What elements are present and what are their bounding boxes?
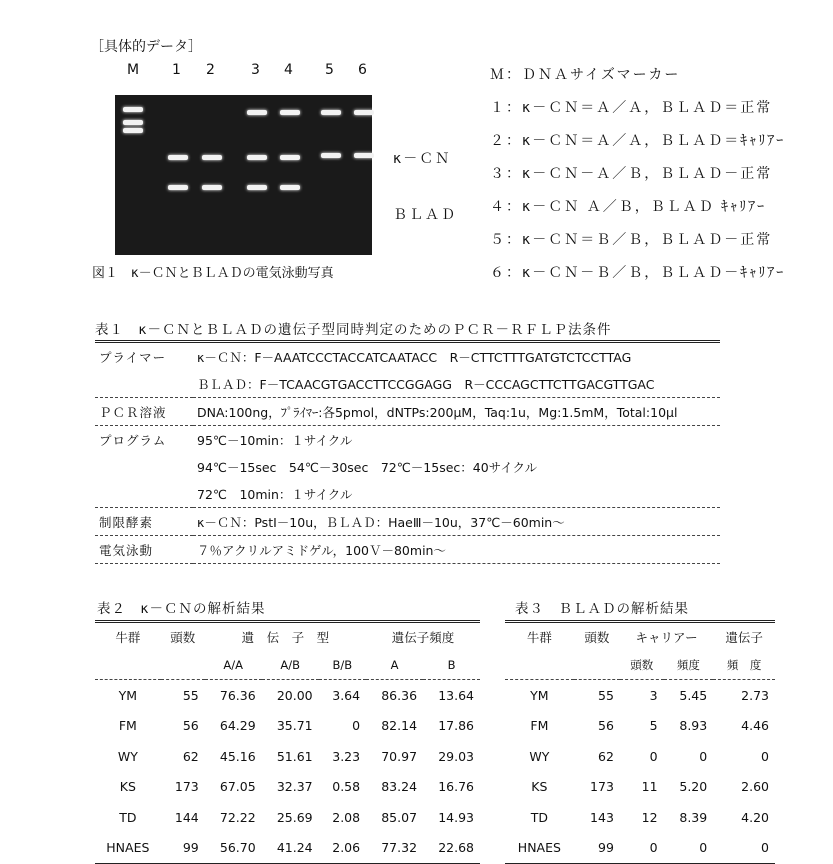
table-cell: 144: [174, 809, 199, 825]
col-header: 牛群: [115, 630, 141, 645]
table-cell: 173: [174, 779, 199, 795]
table-cell: 4.20: [741, 809, 769, 825]
row-value: 94℃－15sec 54℃－30sec 72℃－15sec：40サイクル: [197, 459, 538, 475]
gel-band: [247, 185, 267, 190]
table-row: [95, 711, 480, 742]
gel-band: [168, 155, 188, 160]
table-cell: 0: [649, 840, 658, 856]
table-cell: 5.45: [679, 687, 708, 703]
lane-label: 5: [325, 62, 334, 78]
table-cell: 0: [699, 748, 708, 764]
table-cell: 3.64: [332, 687, 361, 703]
lane-label: M: [127, 62, 140, 78]
table-cell: 72.22: [219, 809, 256, 825]
table-cell: 5.20: [679, 779, 708, 795]
row-value: κ－ＣＮ：PstⅠ－10u，ＢＬＡＤ：HaeⅢ－10u，37℃－60min～: [193, 508, 720, 536]
table-row: [505, 711, 775, 742]
table-cell: 56.70: [219, 840, 256, 856]
table-row: [505, 680, 775, 711]
gel-band: [354, 153, 374, 158]
table-cell: 82.14: [381, 718, 418, 734]
sub-header: 頭数: [620, 651, 664, 680]
table-cell: 83.24: [381, 779, 418, 795]
legend-item: １：κ－ＣＮ＝Ａ／Ａ，ＢＬＡＤ＝正常: [490, 100, 773, 116]
table-cell: WY: [529, 748, 550, 764]
table-cell: 0: [352, 718, 361, 734]
row-header: ＰＣＲ溶液: [95, 398, 193, 426]
table-row: [95, 398, 720, 426]
gel-band: [123, 107, 143, 112]
row-header: プログラム: [99, 432, 167, 448]
col-header: キャリアー: [635, 630, 698, 645]
table-cell: 0: [699, 840, 708, 856]
row-value: κ－ＣＮ：F－AAATCCCTACCATCAATACC R－CTTCTTTGATGTCTCCTTAG: [197, 349, 632, 365]
table-row: [505, 772, 775, 803]
table-cell: 35.71: [276, 718, 313, 734]
table-row: [95, 833, 480, 864]
table-cell: 99: [598, 840, 614, 856]
table-cell: 25.69: [276, 809, 313, 825]
table-row: [95, 370, 720, 398]
gel-band: [168, 185, 188, 190]
table-cell: 70.97: [381, 748, 418, 764]
gel-band: [123, 120, 143, 125]
table-cell: YM: [118, 687, 138, 703]
table-row: [505, 741, 775, 772]
row-value: 72℃ 10min：１サイクル: [193, 480, 720, 508]
table-cell: 56: [598, 718, 614, 734]
gel-band: [354, 110, 374, 115]
lane-label: 1: [172, 62, 181, 78]
sub-header: A/A: [205, 651, 262, 680]
table-cell: 2.06: [332, 840, 361, 856]
table-row: [95, 453, 720, 480]
col-header: 頭数: [584, 630, 610, 645]
lane-label: 2: [206, 62, 215, 78]
table1-title: 表１ κ－ＣＮとＢＬＡＤの遺伝子型同時判定のためのＰＣＲ－ＲＦＬＰ法条件: [95, 322, 612, 338]
table-cell: 0: [649, 748, 658, 764]
legend-item: ４：κ－ＣＮ Ａ／Ｂ，ＢＬＡＤ ｷｬﾘｱｰ: [490, 199, 767, 215]
col-header: 遺 伝 子 型: [241, 630, 330, 645]
row-header: [95, 370, 193, 398]
legend-item: Ｍ：ＤＮＡサイズマーカー: [490, 67, 681, 83]
table-cell: 56: [182, 718, 199, 734]
row-value: ＢＬＡＤ：F－TCAACGTGACCTTCCGGAGG R－CCCAGCTTCTTGACGTTGAC: [193, 370, 720, 398]
table-cell: 12: [641, 809, 658, 825]
table-cell: 22.68: [438, 840, 474, 856]
row-value: DNA:100ng，ﾌﾟﾗｲﾏｰ:各5pmol，dNTPs:200μM，Taq:1u，Mg:1.5mM，Total:10μl: [193, 398, 720, 426]
gel-band: [321, 110, 341, 115]
table-cell: 2.73: [741, 687, 769, 703]
table-cell: 14.93: [438, 809, 474, 825]
gel-band: [123, 128, 143, 133]
sub-header: B: [423, 651, 480, 680]
col-header: 遺伝子頻度: [391, 630, 455, 645]
table-cell: 45.16: [219, 748, 256, 764]
table-cell: 0.58: [332, 779, 361, 795]
table-row: [95, 772, 480, 803]
table-cell: FM: [530, 718, 549, 734]
table-row: [95, 741, 480, 772]
table-cell: 62: [182, 748, 199, 764]
table-cell: 55: [598, 687, 614, 703]
lane-label: 6: [358, 62, 367, 78]
lane-label: 3: [251, 62, 260, 78]
table2-title: 表２ κ－ＣＮの解析結果: [97, 601, 266, 617]
gel-band: [321, 153, 341, 158]
sub-header: 頻度: [664, 651, 714, 680]
row-header: 制限酵素: [95, 508, 193, 536]
table-cell: HNAES: [106, 840, 150, 856]
gel-band: [202, 185, 222, 190]
gel-photo: [115, 95, 372, 255]
table-cell: YM: [530, 687, 549, 703]
table-row: [95, 426, 720, 454]
table1: [95, 340, 720, 564]
sub-header: A: [366, 651, 423, 680]
sub-header: B/B: [319, 651, 366, 680]
table-row: [505, 802, 775, 833]
table-cell: 4.46: [741, 718, 769, 734]
table-row: [95, 802, 480, 833]
table-row: [95, 536, 720, 564]
lane-label: 4: [284, 62, 293, 78]
table-cell: 13.64: [438, 687, 474, 703]
table-cell: 85.07: [381, 809, 418, 825]
table-cell: 0: [761, 748, 769, 764]
col-header: 頭数: [170, 630, 196, 645]
table-row: [505, 833, 775, 864]
col-header: 牛群: [526, 630, 552, 645]
table-cell: 67.05: [219, 779, 256, 795]
gel-band: [247, 155, 267, 160]
table-cell: 62: [598, 748, 614, 764]
row-header: プライマー: [99, 349, 167, 365]
table-cell: KS: [531, 779, 548, 795]
legend-item: ６：κ－ＣＮ－Ｂ／Ｂ，ＢＬＡＤ－ｷｬﾘｱｰ: [490, 265, 786, 281]
table-cell: 77.32: [381, 840, 418, 856]
gel-band: [280, 110, 300, 115]
table-cell: 2.08: [332, 809, 361, 825]
table-cell: 20.00: [276, 687, 313, 703]
table-cell: 99: [182, 840, 199, 856]
table-row: [95, 342, 720, 371]
table-cell: 86.36: [381, 687, 418, 703]
table-cell: 3.23: [332, 748, 361, 764]
row-header: [95, 480, 193, 508]
table2: [95, 620, 480, 864]
table-cell: 51.61: [276, 748, 313, 764]
table-cell: 41.24: [276, 840, 313, 856]
table-cell: 76.36: [219, 687, 256, 703]
table3-title: 表３ ＢＬＡＤの解析結果: [515, 601, 689, 617]
row-header: [95, 453, 193, 480]
row-header: 電気泳動: [95, 536, 193, 564]
table-cell: TD: [530, 809, 548, 825]
gel-band: [247, 110, 267, 115]
table-cell: 143: [590, 809, 614, 825]
table-cell: 32.37: [276, 779, 313, 795]
table-cell: 2.60: [741, 779, 769, 795]
legend-item: ５：κ－ＣＮ＝Ｂ／Ｂ，ＢＬＡＤ－正常: [490, 232, 773, 248]
legend: [490, 63, 785, 294]
section-header: ［具体的データ］: [90, 39, 202, 55]
table-cell: 17.86: [438, 718, 474, 734]
table-cell: 0: [761, 840, 769, 856]
table-cell: WY: [117, 748, 138, 764]
gel-band: [202, 155, 222, 160]
kcn-band-label: κ－ＣＮ: [393, 151, 452, 167]
table-cell: 64.29: [219, 718, 256, 734]
table-cell: 5: [649, 718, 658, 734]
table-row: [95, 508, 720, 536]
table-cell: 8.39: [679, 809, 708, 825]
legend-item: ２：κ－ＣＮ＝Ａ／Ａ，ＢＬＡＤ＝ｷｬﾘｱｰ: [490, 133, 786, 149]
gel-band: [280, 155, 300, 160]
col-header: 遺伝子: [725, 630, 763, 645]
table-cell: 3: [649, 687, 658, 703]
gel-band: [280, 185, 300, 190]
sub-header: A/B: [262, 651, 319, 680]
table-cell: 16.76: [438, 779, 474, 795]
legend-item: ３：κ－ＣＮ－Ａ／Ｂ，ＢＬＡＤ－正常: [490, 166, 773, 182]
table-cell: 173: [590, 779, 614, 795]
table3: [505, 620, 775, 864]
row-value: ７％アクリルアミドゲル，100Ｖ－80min～: [193, 536, 720, 564]
blad-band-label: ＢＬＡＤ: [393, 207, 457, 223]
table-cell: 55: [182, 687, 199, 703]
table-row: [95, 680, 480, 711]
table-cell: HNAES: [517, 840, 561, 856]
table-cell: 29.03: [438, 748, 474, 764]
table-cell: KS: [119, 779, 136, 795]
table-cell: 8.93: [679, 718, 708, 734]
sub-header: 頻 度: [713, 651, 775, 680]
row-value: 95℃－10min：１サイクル: [197, 432, 353, 448]
table-cell: 11: [641, 779, 658, 795]
figure-caption: 図１ κ－ＣＮとＢＬＡＤの電気泳動写真: [92, 266, 334, 281]
table-cell: FM: [118, 718, 137, 734]
table-row: [95, 480, 720, 508]
table-cell: TD: [119, 809, 137, 825]
